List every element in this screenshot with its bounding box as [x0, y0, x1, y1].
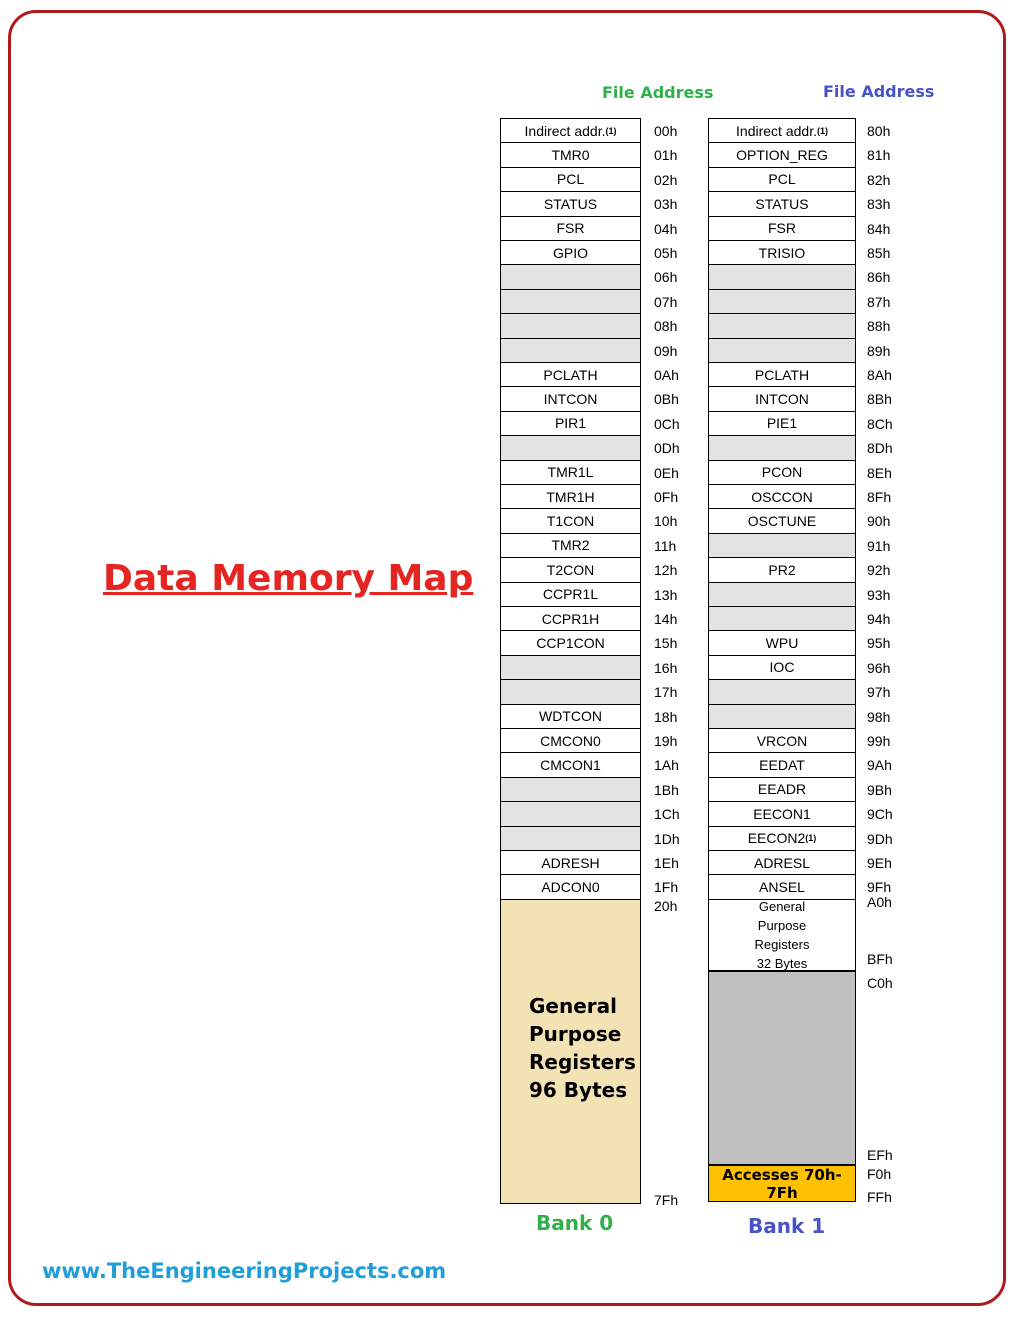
register-cell [708, 460, 856, 485]
register-name: TRISIO [758, 244, 806, 261]
file-address-label: 84h [867, 220, 891, 237]
register-cell [708, 216, 856, 241]
unimplemented-cell [708, 704, 856, 729]
bank0-file-address-header: File Address [602, 83, 714, 102]
register-cell [500, 460, 641, 485]
file-address-label: 8Eh [867, 464, 892, 481]
file-address-label: 1Dh [654, 830, 680, 847]
shared-access-block [708, 1165, 856, 1202]
file-address-label: 91h [867, 537, 891, 554]
file-address-label: 1Ch [654, 806, 680, 823]
file-address-label: 12h [654, 562, 678, 579]
register-cell [500, 240, 641, 265]
file-address-label: 86h [867, 269, 891, 286]
unimplemented-cell [500, 313, 641, 338]
file-address-label: 14h [654, 611, 678, 627]
unimplemented-cell [708, 606, 856, 631]
file-address-label: 81h [867, 147, 891, 164]
file-address-label: 0Ah [654, 367, 679, 383]
register-cell [500, 533, 641, 558]
gpr-line: Registers [529, 1049, 636, 1074]
register-name: INTCON [755, 391, 809, 408]
register-cell [708, 411, 856, 436]
gpr-line: 96 Bytes [529, 1077, 628, 1102]
register-cell [500, 362, 641, 387]
register-cell [708, 167, 856, 192]
register-cell [708, 752, 856, 777]
footnote-marker: (1) [605, 125, 617, 136]
register-cell [500, 874, 641, 899]
register-cell [500, 630, 641, 655]
register-cell [500, 728, 641, 753]
register-cell [708, 777, 856, 802]
unimplemented-cell [708, 338, 856, 363]
unimplemented-cell [500, 777, 641, 802]
website-link[interactable]: www.TheEngineeringProjects.com [42, 1259, 447, 1283]
file-address-label: 19h [654, 733, 678, 749]
register-name: ADCON0 [541, 879, 600, 896]
file-address-label: 07h [654, 293, 678, 310]
register-cell [708, 142, 856, 167]
register-cell [500, 850, 641, 875]
register-cell [500, 704, 641, 729]
file-address-label: 20h [654, 898, 678, 914]
file-address-label: 03h [654, 196, 678, 213]
gpr-line: 32 Bytes [756, 955, 808, 971]
file-address-label: 9Ch [867, 806, 893, 823]
register-name: OSCCON [751, 488, 813, 505]
file-address-label: 98h [867, 708, 891, 725]
register-cell [708, 801, 856, 826]
register-cell [708, 655, 856, 680]
register-cell [708, 118, 856, 143]
register-name: ANSEL [759, 879, 805, 896]
file-address-label: 85h [867, 245, 891, 261]
file-address-label: 92h [867, 562, 891, 579]
unimplemented-cell [500, 801, 641, 826]
register-cell [708, 630, 856, 655]
register-name: Indirect addr. [736, 122, 817, 139]
register-name: ADRESH [541, 854, 600, 871]
register-name: CMCON0 [540, 732, 601, 749]
unimplemented-cell [500, 338, 641, 363]
register-name: ADRESL [753, 854, 811, 871]
bank1-file-address-header: File Address [823, 82, 935, 101]
file-address-label: 87h [867, 293, 891, 310]
gpr-line: Purpose [529, 1021, 622, 1046]
file-address-label: 8Ah [867, 367, 892, 383]
register-cell [500, 752, 641, 777]
register-name: INTCON [543, 391, 598, 408]
register-name: WDTCON [539, 708, 602, 725]
bank0-label: Bank 0 [536, 1211, 614, 1235]
register-name: STATUS [543, 195, 598, 212]
general-purpose-registers-block [708, 899, 856, 971]
file-address-label: A0h [867, 894, 892, 910]
file-address-label: 93h [867, 586, 891, 603]
register-cell [708, 240, 856, 265]
register-name: PCLATH [754, 366, 810, 383]
file-address-label: 02h [654, 171, 678, 188]
gpr-line: Purpose [757, 917, 807, 933]
register-name: CMCON1 [540, 757, 601, 774]
register-name: EEADR [757, 781, 807, 798]
gpr-bank1-text [755, 899, 810, 971]
register-name: T2CON [546, 561, 595, 578]
unimplemented-cell [500, 264, 641, 289]
file-address-label: 15h [654, 635, 678, 652]
file-address-label: 05h [654, 245, 678, 261]
file-address-label: FFh [867, 1189, 892, 1205]
file-address-label: 80h [867, 123, 891, 139]
register-name: IOC [769, 659, 795, 676]
file-address-label: 82h [867, 171, 891, 188]
file-address-label: 01h [654, 147, 678, 164]
gpr-bank0-text [529, 992, 636, 1104]
file-address-label: 00h [654, 123, 678, 139]
file-address-label: 9Dh [867, 830, 893, 847]
register-cell [708, 557, 856, 582]
footnote-marker: (1) [805, 833, 817, 844]
file-address-label: 9Bh [867, 781, 892, 798]
file-address-label: F0h [867, 1166, 892, 1182]
file-address-label: 1Bh [654, 781, 679, 798]
unimplemented-cell [500, 289, 641, 314]
register-name: PIE1 [766, 415, 798, 432]
file-address-label: 96h [867, 659, 891, 676]
footnote-marker: (1) [816, 125, 828, 136]
register-cell [500, 582, 641, 607]
register-name: TMR1L [547, 464, 594, 481]
register-cell [708, 362, 856, 387]
register-cell [500, 508, 641, 533]
file-address-label: 0Bh [654, 391, 679, 408]
register-name: FSR [768, 220, 796, 237]
file-address-label: 0Eh [654, 464, 679, 481]
unimplemented-cell [708, 679, 856, 704]
register-name: EEDAT [759, 757, 805, 774]
register-name: PCON [761, 464, 803, 481]
unimplemented-cell [708, 313, 856, 338]
file-address-label: 13h [654, 586, 678, 603]
register-name: PCLATH [543, 366, 598, 383]
register-name: TMR2 [551, 537, 590, 554]
file-address-label: 08h [654, 318, 678, 335]
register-cell [500, 606, 641, 631]
file-address-label: 97h [867, 684, 891, 701]
register-cell [708, 728, 856, 753]
file-address-label: 0Dh [654, 440, 680, 457]
gpr-line: Registers [754, 936, 810, 952]
register-name: STATUS [755, 195, 809, 212]
file-address-label: 0Ch [654, 415, 680, 432]
file-address-label: 8Dh [867, 440, 893, 457]
register-cell [500, 557, 641, 582]
register-cell [708, 484, 856, 509]
file-address-label: 90h [867, 513, 891, 530]
file-address-label: 83h [867, 196, 891, 213]
gpr-line: General [529, 993, 617, 1018]
register-name: Indirect addr. [524, 122, 606, 139]
register-name: CCPR1H [541, 610, 600, 627]
register-cell [708, 874, 856, 899]
file-address-label: 94h [867, 611, 891, 627]
register-name: EECON2 [747, 830, 806, 847]
unimplemented-cell [500, 655, 641, 680]
file-address-label: 1Eh [654, 855, 679, 871]
register-cell [500, 118, 641, 143]
register-name: VRCON [756, 732, 808, 749]
register-name: CCP1CON [536, 635, 605, 652]
register-cell [708, 826, 856, 851]
register-cell [500, 484, 641, 509]
register-cell [500, 167, 641, 192]
file-address-label: BFh [867, 951, 893, 967]
file-address-label: 04h [654, 220, 678, 237]
register-cell [500, 411, 641, 436]
unimplemented-cell [708, 435, 856, 460]
register-cell [500, 191, 641, 216]
register-name: EECON1 [753, 805, 811, 822]
register-cell [708, 191, 856, 216]
unimplemented-cell [500, 679, 641, 704]
register-name: OPTION_REG [736, 147, 828, 164]
register-cell [500, 386, 641, 411]
file-address-label: 11h [654, 537, 677, 554]
file-address-label: 89h [867, 342, 891, 359]
file-address-label: 06h [654, 269, 678, 286]
file-address-label: 95h [867, 635, 891, 652]
unimplemented-cell [500, 435, 641, 460]
file-address-label: 7Fh [654, 1192, 679, 1208]
register-name: GPIO [552, 244, 588, 261]
register-cell [708, 850, 856, 875]
unimplemented-cell [708, 582, 856, 607]
register-name: FSR [556, 220, 585, 237]
register-cell [708, 508, 856, 533]
file-address-label: 99h [867, 733, 891, 749]
file-address-label: 8Bh [867, 391, 892, 408]
file-address-label: 9Ah [867, 757, 892, 774]
file-address-label: 9Eh [867, 855, 892, 871]
file-address-label: 9Fh [867, 879, 892, 896]
file-address-label: 17h [654, 684, 678, 701]
gpr-line: General [758, 898, 806, 914]
unimplemented-cell [708, 264, 856, 289]
register-cell [500, 216, 641, 241]
page-title: Data Memory Map [103, 558, 474, 599]
register-name: TMR0 [551, 147, 590, 164]
register-name: PR2 [768, 561, 796, 578]
file-address-label: 88h [867, 318, 891, 335]
file-address-label: 8Fh [867, 489, 892, 505]
file-address-label: 1Fh [654, 879, 679, 896]
register-name: OSCTUNE [747, 513, 817, 530]
file-address-label: 10h [654, 513, 678, 530]
register-cell [708, 386, 856, 411]
unimplemented-cell [500, 826, 641, 851]
file-address-label: 8Ch [867, 415, 893, 432]
file-address-label: 16h [654, 659, 678, 676]
register-name: TMR1H [546, 488, 595, 505]
file-address-label: 0Fh [654, 489, 679, 505]
register-cell [500, 142, 641, 167]
unimplemented-block [708, 971, 856, 1165]
file-address-label: EFh [867, 1147, 893, 1163]
file-address-label: 1Ah [654, 757, 679, 774]
unimplemented-cell [708, 533, 856, 558]
file-address-label: C0h [867, 975, 893, 991]
file-address-label: 18h [654, 708, 678, 725]
register-name: T1CON [546, 513, 595, 530]
register-name: PCL [556, 171, 585, 188]
register-name: WPU [765, 635, 799, 652]
bank1-label: Bank 1 [748, 1214, 826, 1238]
register-name: PCL [768, 171, 796, 188]
register-name: CCPR1L [542, 586, 599, 603]
shared-access-label: Accesses 70h-7Fh [722, 1165, 842, 1202]
unimplemented-cell [708, 289, 856, 314]
register-name: PIR1 [554, 415, 587, 432]
file-address-label: 09h [654, 342, 678, 359]
general-purpose-registers-block [500, 899, 641, 1204]
